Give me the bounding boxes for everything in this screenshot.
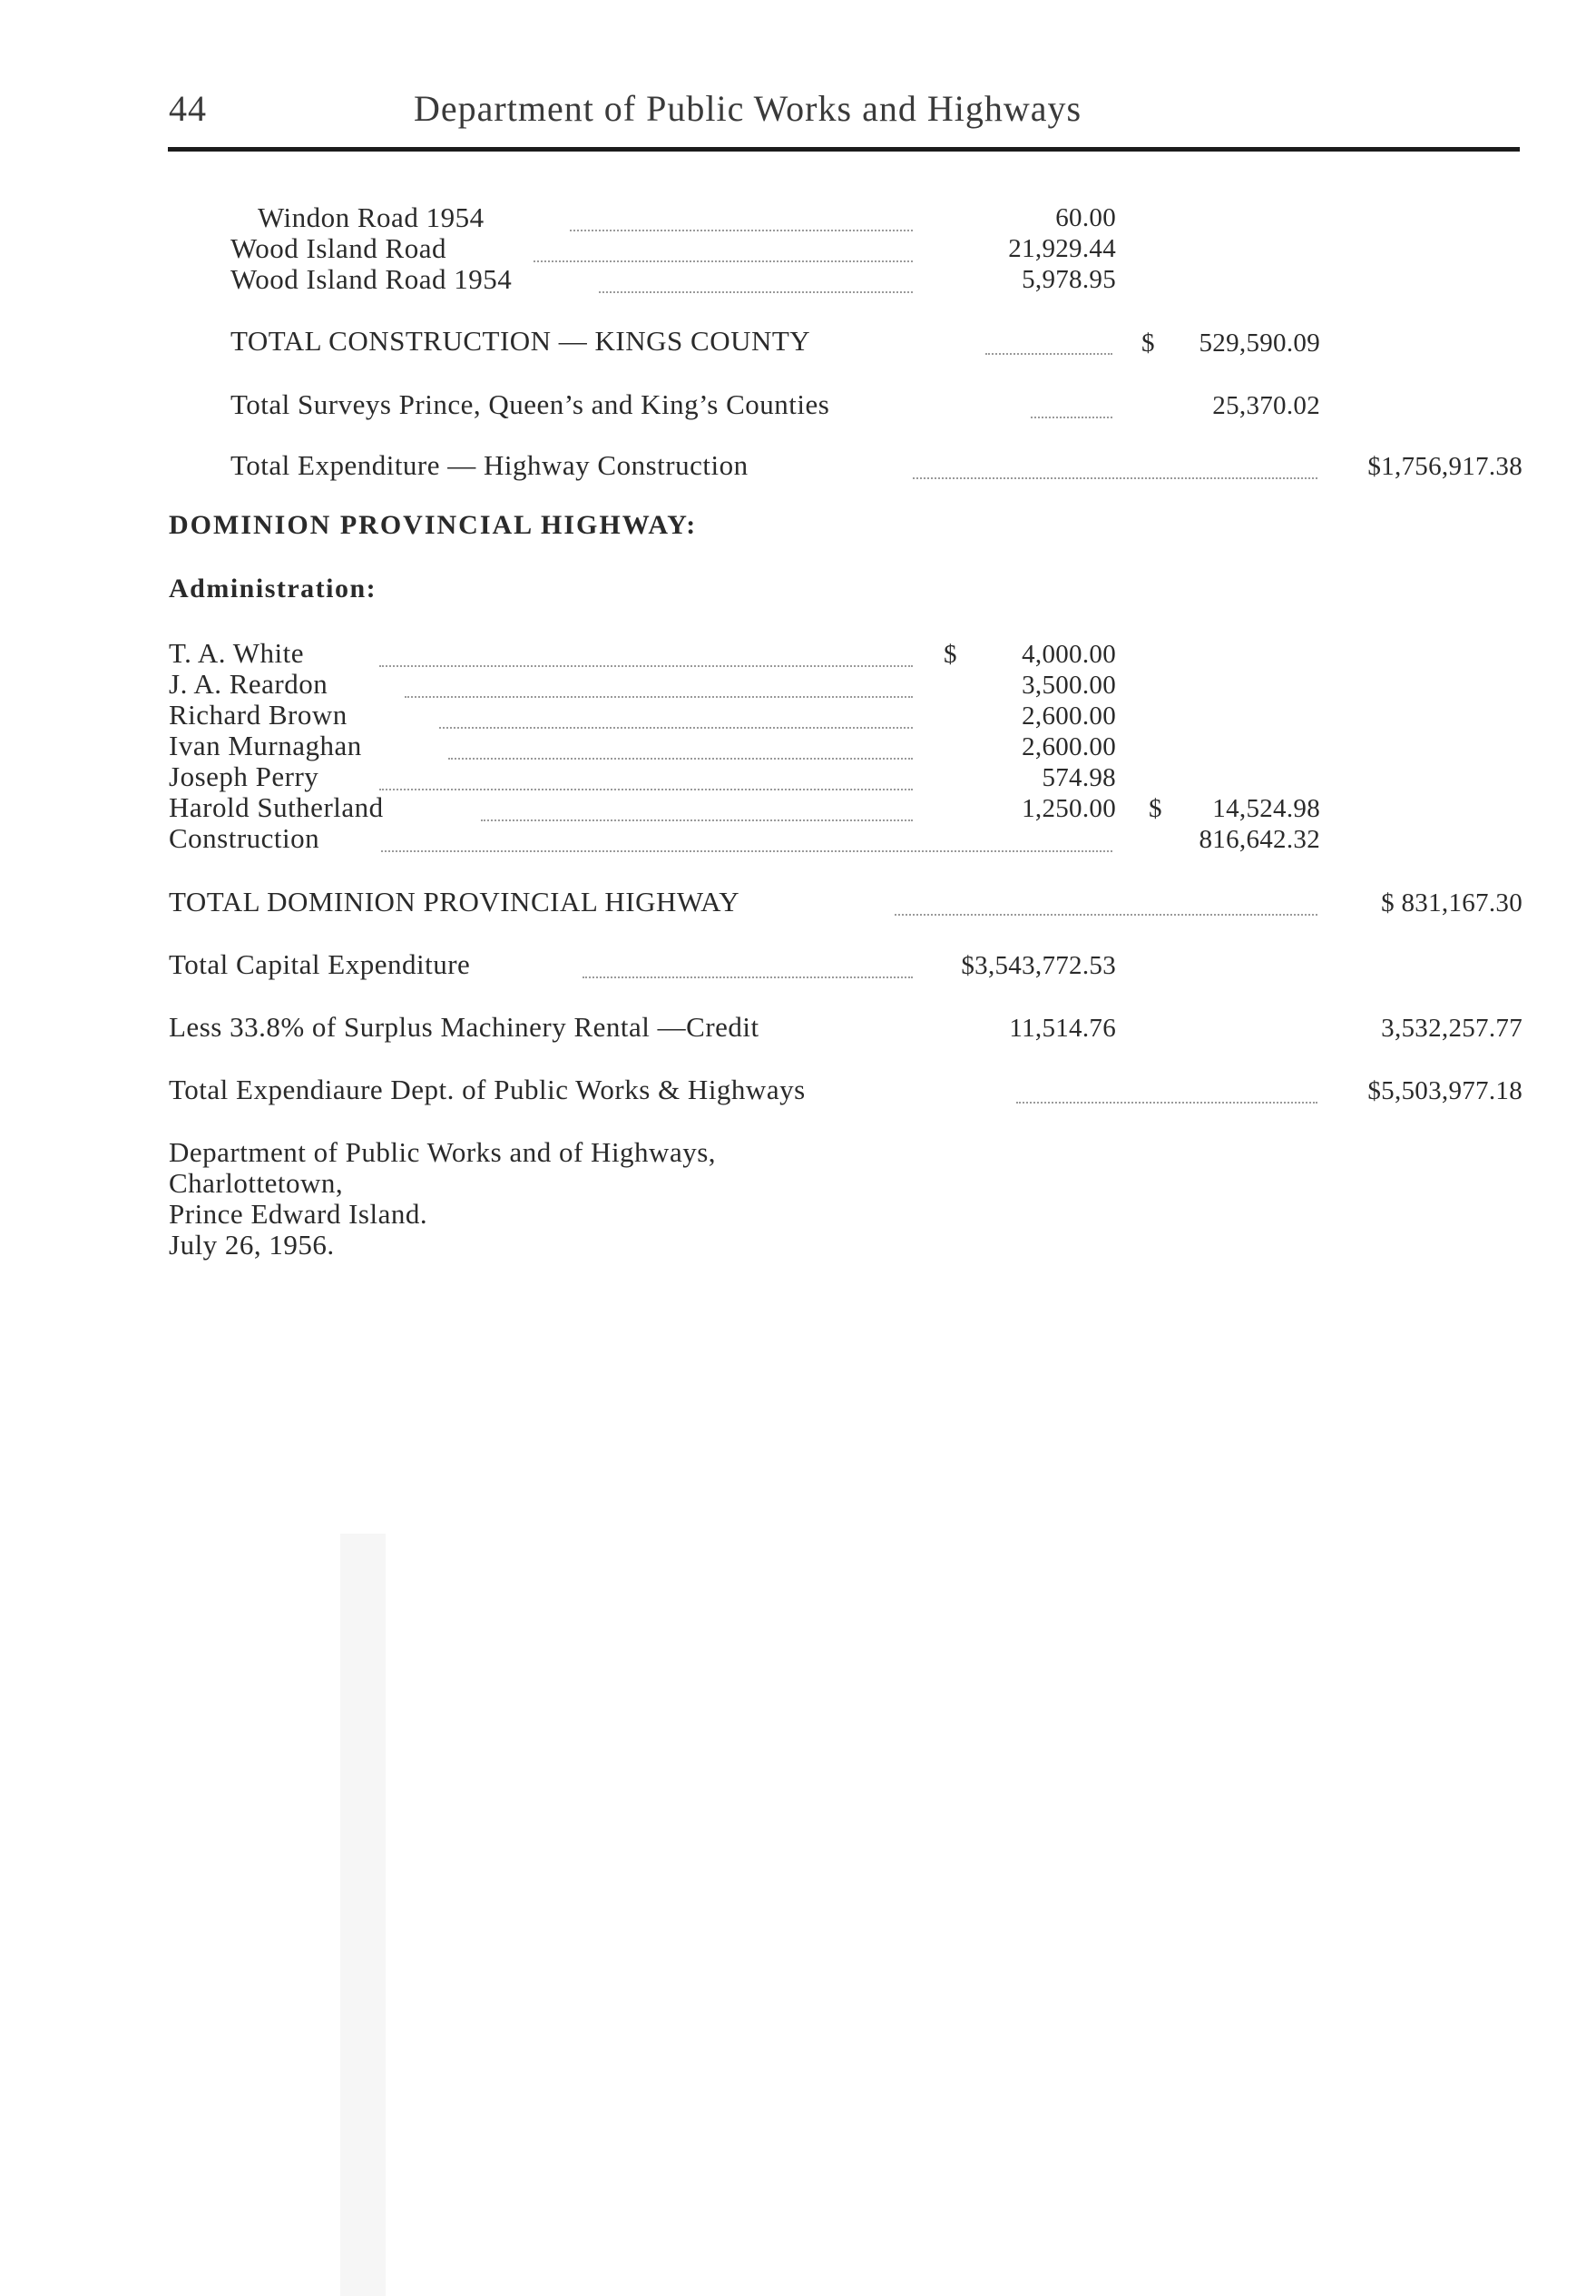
admin-name: T. A. White <box>169 637 304 669</box>
grand-total-label: Total Expendiaure Dept. of Public Works & Highways <box>169 1074 806 1105</box>
admin-name: Richard Brown <box>169 699 348 731</box>
construction-amount: 816,642.32 <box>1199 825 1320 854</box>
capital-label: Total Capital Expenditure <box>169 948 471 980</box>
admin-subtotal-currency: $ <box>1149 794 1162 823</box>
capital-amount: $3,543,772.53 <box>961 951 1116 980</box>
leader-dots <box>913 477 1317 479</box>
road-name: Wood Island Road 1954 <box>230 263 513 295</box>
road-amount: 60.00 <box>1055 203 1116 232</box>
admin-amount: 574.98 <box>1042 763 1116 792</box>
leader-dots <box>895 914 1317 916</box>
leader-dots <box>481 819 913 821</box>
leader-dots <box>570 230 913 231</box>
leader-dots <box>1016 1102 1317 1104</box>
leader-dots <box>439 727 913 729</box>
leader-dots <box>1031 417 1112 418</box>
road-name: Wood Island Road <box>230 232 446 264</box>
leader-dots <box>379 789 913 790</box>
admin-amount: 3,500.00 <box>1022 671 1116 700</box>
admin-heading: Administration: <box>169 574 377 603</box>
road-amount: 21,929.44 <box>1008 234 1116 263</box>
admin-amount: 4,000.00 <box>1022 640 1116 669</box>
admin-name: Ivan Murnaghan <box>169 730 362 761</box>
dominion-total-label: TOTAL DOMINION PROVINCIAL HIGHWAY <box>169 886 740 917</box>
less-amount: 11,514.76 <box>1009 1014 1116 1043</box>
signature-line: Charlottetown, <box>169 1167 344 1199</box>
less-label: Less 33.8% of Surplus Machinery Rental —Credit <box>169 1011 759 1043</box>
admin-name: Joseph Perry <box>169 760 319 792</box>
signature-line: July 26, 1956. <box>169 1229 335 1261</box>
surveys-label: Total Surveys Prince, Queen’s and King’s Counties <box>230 388 830 420</box>
leader-dots <box>448 758 913 760</box>
kings-total-currency: $ <box>1141 329 1155 358</box>
admin-currency: $ <box>944 640 957 669</box>
road-amount: 5,978.95 <box>1022 265 1116 294</box>
admin-amount: 2,600.00 <box>1022 702 1116 731</box>
kings-total-amount: 529,590.09 <box>1199 329 1320 358</box>
dominion-total-amount: $ 831,167.30 <box>1381 888 1523 917</box>
leader-dots <box>534 260 913 262</box>
admin-subtotal: 14,524.98 <box>1212 794 1320 823</box>
construction-label: Construction <box>169 822 320 854</box>
leader-dots <box>985 353 1112 355</box>
leader-dots <box>379 665 913 667</box>
admin-name: Harold Sutherland <box>169 791 384 823</box>
signature-line: Prince Edward Island. <box>169 1198 428 1230</box>
less-net: 3,532,257.77 <box>1381 1014 1523 1043</box>
leader-dots <box>405 696 913 698</box>
page-title: Department of Public Works and Highways <box>414 88 1082 129</box>
kings-total-label: TOTAL CONSTRUCTION — KINGS COUNTY <box>230 325 811 357</box>
leader-dots <box>381 850 1112 852</box>
dominion-heading: DOMINION PROVINCIAL HIGHWAY: <box>169 510 698 540</box>
admin-name: J. A. Reardon <box>169 668 328 700</box>
admin-amount: 2,600.00 <box>1022 732 1116 761</box>
road-name: Windon Road 1954 <box>258 201 485 233</box>
leader-dots <box>599 291 913 293</box>
admin-amount: 1,250.00 <box>1022 794 1116 823</box>
page-number: 44 <box>169 88 207 129</box>
leader-dots <box>583 976 913 978</box>
scan-shadow <box>340 1534 386 2296</box>
surveys-amount: 25,370.02 <box>1212 391 1320 420</box>
highway-total-amount: $1,756,917.38 <box>1367 452 1523 481</box>
highway-total-label: Total Expenditure — Highway Construction <box>230 449 749 481</box>
grand-total-amount: $5,503,977.18 <box>1367 1076 1523 1105</box>
header-rule <box>168 147 1520 152</box>
signature-line: Department of Public Works and of Highways, <box>169 1136 717 1168</box>
